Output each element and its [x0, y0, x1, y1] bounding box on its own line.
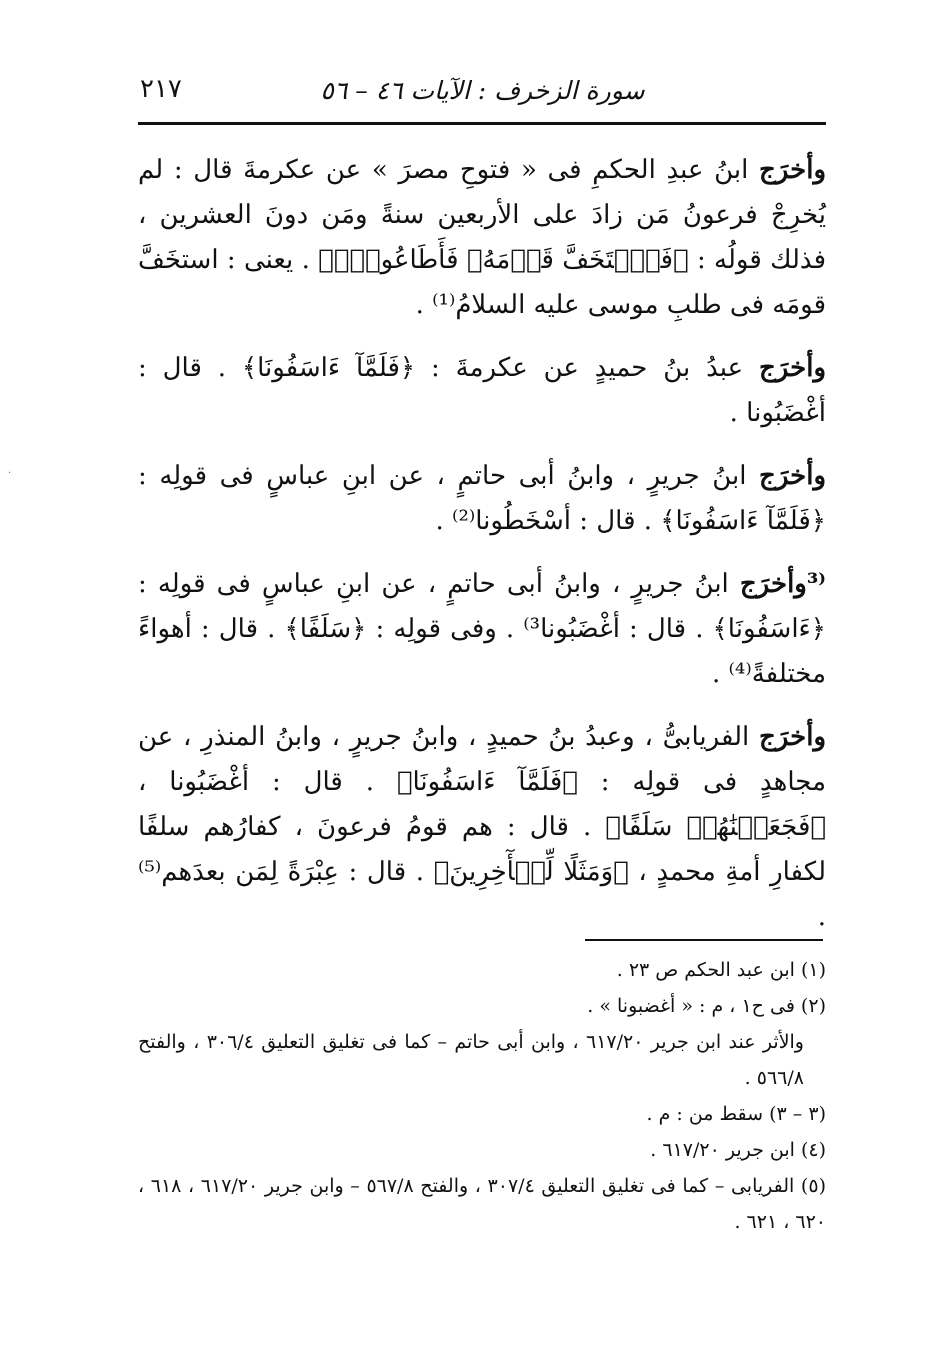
paragraph-text: ابنُ جريرٍ ، وابنُ أبى حاتمٍ ، عن ابنِ عباسٍ فى قولِه : ﴿فَلَمَّآ ءَاسَفُونَا﴾ . قال : أسْخَطُونا⁽²⁾ .	[138, 461, 826, 536]
footnote-continuation: والأثر عند ابن جرير ٦١٧/٢٠ ، وابن أبى حاتم – كما فى تغليق التعليق ٣٠٦/٤ ، والفتح ٥٦٦/٨ .	[138, 1031, 804, 1089]
footnote: (٥) الفريابى – كما فى تغليق التعليق ٣٠٧/٤ ، والفتح ٥٦٧/٨ – وابن جرير ٦١٧/٢٠ ، ٦١٨ ، ٦٢٠ ، ٦٢١ .	[138, 1175, 826, 1233]
paragraph-lead: وأخرَج	[759, 722, 826, 752]
paragraph-text: ابنُ عبدِ الحكمِ فى « فتوحِ مصرَ » عن عكرمةَ قال : لم يُخرِجْ فرعونُ مَن زادَ على الأربعين سنةً ومَن دونَ العشرين ، فذلك قولُه : ﴿فَٱسۡتَخَفَّ قَوۡمَهُۥ فَأَطَاعُوهُۚ﴾ . يعنى : استخَفَّ قومَه فى طلبِ موسى عليه السلامُ⁽¹⁾ .	[138, 155, 826, 320]
paragraph	[138, 562, 826, 697]
scan-margin-mark: ·	[8, 468, 12, 479]
footnotes	[138, 952, 826, 1240]
paragraph-lead: وأخرَج	[759, 461, 827, 491]
footnote: (٣ – ٣) سقط من : م .	[646, 1103, 826, 1125]
paragraph-lead: وأخرَج	[759, 353, 826, 383]
paragraph-text: عبدُ بنُ حميدٍ عن عكرمةَ : ﴿فَلَمَّآ ءَاسَفُونَا﴾ . قال : أغْضَبُونا .	[138, 353, 826, 428]
page-number: ٢١٧	[140, 74, 182, 104]
header-rule	[138, 122, 826, 125]
footnote: (١) ابن عبد الحكم ص ٢٣ .	[616, 959, 826, 981]
paragraph	[138, 148, 826, 328]
main-text	[138, 148, 826, 958]
paragraph-lead: وأخرَج	[759, 155, 826, 185]
paragraph	[138, 454, 826, 544]
paragraph-text: الفريابىُّ ، وعبدُ بنُ حميدٍ ، وابنُ جريرٍ ، وابنُ المنذرِ ، عن مجاهدٍ فى قولِه : ﴿فَلَمَّآ ءَاسَفُونَا﴾ . قال : أغْضَبُونا ، ﴿فَجَعَلۡنَٰهُمۡ سَلَفًا﴾ . قال : هم قومُ فرعونَ ، كفارُهم سلفًا لكفارِ أمةِ محمدٍ ، ﴿وَمَثَلًا لِّلۡأٓخِرِينَ﴾ . قال : عِبْرَةً لِمَن بعدَهم⁽⁵⁾ .	[138, 722, 826, 932]
footnote: (٢) فى ح١ ، م : « أغضبونا » .	[587, 995, 826, 1017]
footnote-separator	[585, 939, 823, 941]
paragraph-lead: ⁽³وأخرَج	[739, 569, 826, 599]
paragraph	[138, 346, 826, 436]
page-header	[140, 70, 825, 114]
footnote: (٤) ابن جرير ٦١٧/٢٠ .	[650, 1139, 826, 1161]
paragraph-text: ابنُ جريرٍ ، وابنُ أبى حاتمٍ ، عن ابنِ عباسٍ فى قولِه : ﴿ءَاسَفُونَا﴾ . قال : أغْضَبُونا³⁾ . وفى قولِه : ﴿سَلَفًا﴾ . قال : أهواءً مختلفةً⁽⁴⁾ .	[138, 569, 827, 689]
paragraph	[138, 715, 826, 940]
running-title: سورة الزخرف : الآيات ٤٦ – ٥٦	[320, 76, 645, 105]
